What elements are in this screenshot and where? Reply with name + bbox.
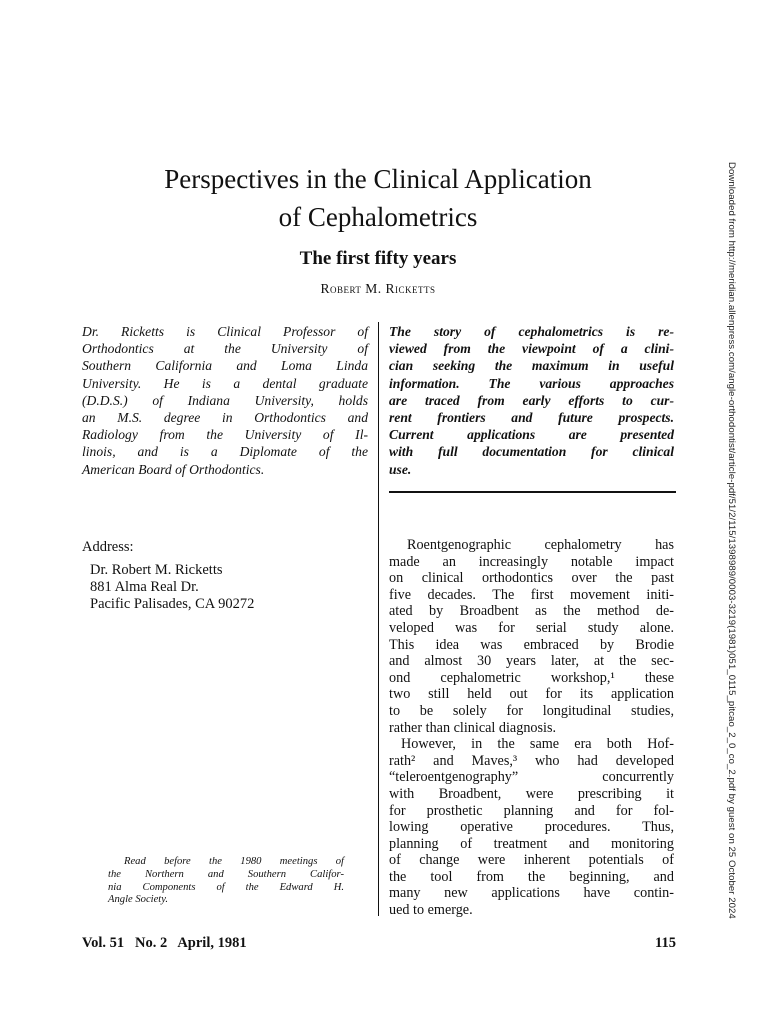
abstract-line: are traced from early efforts to cur- (389, 392, 674, 408)
body-line: of change were inherent potentials of (389, 852, 674, 869)
bio-line: an M.S. degree in Orthodontics and (82, 410, 368, 426)
article-body (389, 537, 674, 919)
presentation-footnote (108, 856, 344, 907)
abstract-line: information. The various approaches (389, 375, 674, 391)
article-abstract (389, 323, 674, 478)
column-divider (378, 322, 379, 916)
body-line: ated by Broadbent as the method de- (389, 603, 674, 620)
author-bio (82, 323, 368, 478)
address-line: 881 Alma Real Dr. (90, 579, 199, 595)
footnote-line: nia Components of the Edward H. (108, 881, 344, 893)
body-line: ued to emerge. (389, 902, 473, 919)
title-line: of Cephalometrics (278, 202, 478, 232)
abstract-line: cian seeking the maximum in useful (389, 358, 674, 374)
body-line: to be solely for longitudinal studies, (389, 702, 674, 719)
article-title (60, 160, 696, 236)
bio-line: Southern California and Loma Linda (82, 358, 368, 374)
body-line: made an increasingly notable impact (389, 553, 674, 570)
body-line: rath² and Maves,³ who had developed (389, 752, 674, 769)
body-line: Roentgenographic cephalometry has (407, 537, 674, 553)
body-line: many new applications have contin- (389, 885, 674, 902)
bio-line: American Board of Orthodontics. (82, 461, 265, 477)
bio-line: University. He is a dental graduate (82, 375, 368, 391)
bio-line: Dr. Ricketts is Clinical Professor of (82, 324, 368, 339)
body-line: rather than clinical diagnosis. (389, 719, 557, 736)
address-line: Pacific Palisades, CA 90272 (90, 596, 255, 612)
body-line: the tool from the beginning, and (389, 868, 674, 885)
title-line: Perspectives in the Clinical Application (164, 164, 592, 194)
page-number: 115 (655, 935, 676, 951)
abstract-line: use. (389, 461, 412, 477)
author-name: Robert M. Ricketts (320, 281, 436, 296)
footnote-line: Angle Society. (108, 894, 169, 906)
body-line: for prosthetic planning and for fol- (389, 802, 674, 819)
abstract-rule (389, 491, 676, 493)
body-line: lowing operative procedures. Thus, (389, 819, 674, 836)
body-line: five decades. The first movement initi- (389, 586, 674, 603)
body-line: two still held out for its application (389, 686, 674, 703)
body-line: on clinical orthodontics over the past (389, 570, 674, 587)
body-line: This idea was embraced by Brodie (389, 636, 674, 653)
body-line: and almost 30 years later, at the sec- (389, 653, 674, 670)
issue-info: Vol. 51 No. 2 April, 1981 (82, 935, 247, 951)
abstract-line: with full documentation for clinical (389, 444, 674, 460)
abstract-line: Current applications are presented (389, 427, 674, 443)
bio-line: linois, and is a Diplomate of the (82, 444, 368, 460)
address-label: Address: (82, 539, 134, 555)
body-line: ond cephalometric workshop,¹ these (389, 669, 674, 686)
bio-line: Orthodontics at the University of (82, 341, 368, 357)
abstract-line: The story of cephalometrics is re- (389, 324, 674, 339)
address-line: Dr. Robert M. Ricketts (90, 562, 223, 578)
bio-line: (D.D.S.) of Indiana University, holds (82, 392, 368, 408)
body-line: with Broadbent, were prescribing it (389, 785, 674, 802)
abstract-line: rent frontiers and future prospects. (389, 410, 674, 426)
article-subtitle: The first fifty years (299, 248, 457, 269)
mailing-address (90, 562, 254, 613)
bio-line: Radiology from the University of Il- (82, 427, 368, 443)
footnote-line: the Northern and Southern Califor- (108, 868, 344, 880)
body-line: veloped was for serial study alone. (389, 619, 674, 636)
body-line: However, in the same era both Hof- (401, 736, 674, 753)
body-line: planning of treatment and monitoring (389, 835, 674, 852)
footnote-line: Read before the 1980 meetings of (124, 856, 344, 867)
download-watermark: Downloaded from http://meridian.allenpress.com/angle-orthodontist/article-pdf/51/2/115/1398989/0003-3219(1981)051_0115_pitcao_2_0_co_2.pdf by guest on 25 October 2024 (726, 162, 737, 919)
abstract-line: viewed from the viewpoint of a clini- (389, 341, 674, 357)
body-line: “teleroentgenography” concurrently (389, 769, 674, 786)
